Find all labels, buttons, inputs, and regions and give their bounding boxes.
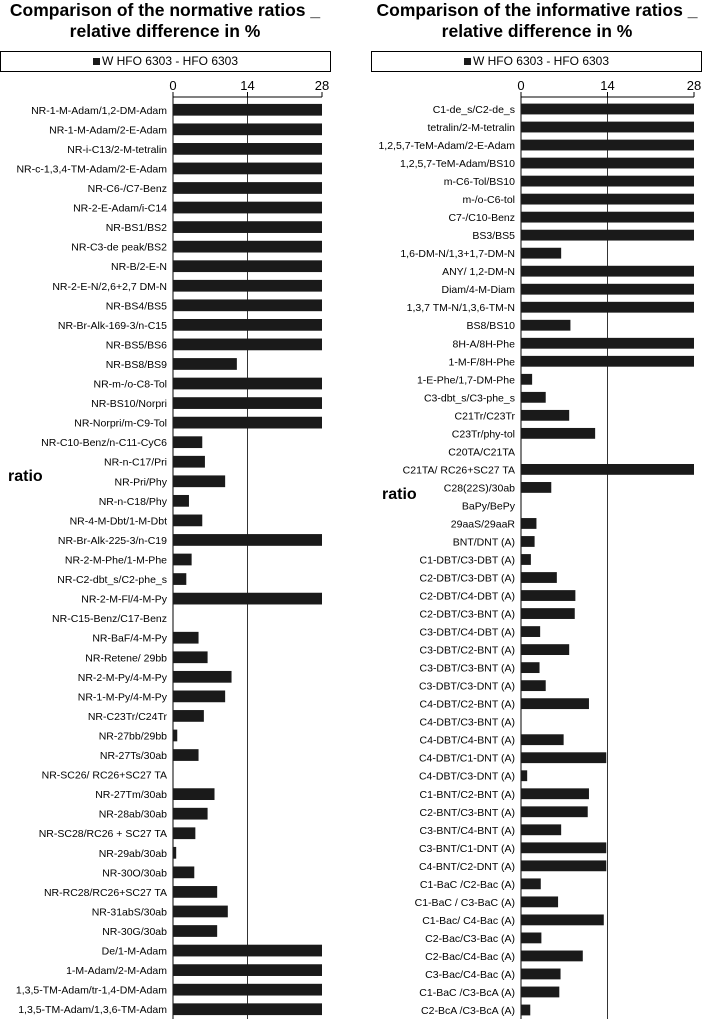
left-category-label: NR-C2-dbt_s/C2-phe_s <box>57 574 167 587</box>
left-bar <box>173 788 215 800</box>
right-category-label: 1,2,5,7-TeM-Adam/BS10 <box>400 158 515 171</box>
left-bar <box>173 534 322 546</box>
left-bar <box>173 163 322 175</box>
right-category-label: C3-Bac/C4-Bac (A) <box>425 968 515 981</box>
left-x-tick-label: 14 <box>240 78 255 93</box>
left-category-label: NR-Br-Alk-225-3/n-C19 <box>57 534 167 547</box>
right-bar <box>521 536 535 547</box>
right-bar <box>521 428 595 439</box>
left-bar <box>173 671 232 683</box>
right-x-tick-label: 14 <box>600 78 615 93</box>
right-category-label: C28(22S)/30ab <box>443 482 515 495</box>
right-bar <box>521 914 604 925</box>
right-bar <box>521 770 527 781</box>
left-category-label: NR-n-C18/Phy <box>98 495 167 508</box>
left-bar <box>173 827 195 839</box>
left-category-label: NR-C6-/C7-Benz <box>87 182 167 195</box>
right-category-label: 29aaS/29aaR <box>450 518 515 531</box>
right-bar <box>521 608 575 619</box>
left-category-label: NR-SC26/ RC26+SC27 TA <box>41 769 167 782</box>
left-category-label: NR-B/2-E-N <box>110 261 167 274</box>
left-bar <box>173 710 204 722</box>
left-bar <box>173 515 202 527</box>
left-category-label: NR-C10-Benz/n-C11-CyC6 <box>41 437 167 450</box>
right-category-label: C4-DBT/C4-BNT (A) <box>419 734 515 747</box>
left-category-label: NR-BS8/BS9 <box>105 358 167 371</box>
right-category-label: C1-DBT/C3-DBT (A) <box>419 554 515 567</box>
right-category-label: C4-BNT/C2-DNT (A) <box>418 860 515 873</box>
right-bar <box>521 969 561 980</box>
right-category-label: 1,2,5,7-TeM-Adam/2-E-Adam <box>378 140 515 153</box>
left-axis-label: ratio <box>8 468 43 485</box>
right-bar <box>521 933 541 944</box>
left-category-label: NR-RC28/RC26+SC27 TA <box>43 886 167 899</box>
right-category-label: C4-DBT/C2-BNT (A) <box>419 698 515 711</box>
left-bar <box>173 847 176 859</box>
right-category-label: ANY/ 1,2-DM-N <box>442 266 515 279</box>
right-bar <box>521 302 694 313</box>
left-category-label: NR-BS4/BS5 <box>105 300 167 313</box>
left-bar <box>173 339 322 351</box>
left-category-label: NR-BS5/BS6 <box>105 339 167 352</box>
right-bar <box>521 878 541 889</box>
left-bar <box>173 456 205 468</box>
right-bar <box>521 176 694 187</box>
right-bar <box>521 518 536 529</box>
left-bar <box>173 260 322 272</box>
left-category-label: NR-m-/o-C8-Tol <box>93 378 167 391</box>
right-category-label: C3-DBT/C3-DNT (A) <box>418 680 515 693</box>
left-category-label: NR-Pri/Phy <box>114 476 167 489</box>
left-bar <box>173 280 322 292</box>
left-category-label: NR-2-M-Py/4-M-Py <box>77 671 167 684</box>
left-category-label: De/1-M-Adam <box>101 945 167 958</box>
left-category-label: NR-i-C13/2-M-tetralin <box>67 143 167 156</box>
right-bar <box>521 824 561 835</box>
right-bar <box>521 662 540 673</box>
right-bar <box>521 806 588 817</box>
right-category-label: C21Tr/C23Tr <box>454 410 515 423</box>
right-category-label: 1,3,7 TM-N/1,3,6-TM-N <box>406 302 515 315</box>
left-category-label: NR-1-M-Adam/1,2-DM-Adam <box>31 104 167 117</box>
left-category-label: NR-27Ts/30ab <box>99 750 167 763</box>
right-category-label: C21TA/ RC26+SC27 TA <box>402 464 515 477</box>
right-category-label: Diam/4-M-Diam <box>441 284 515 297</box>
left-category-label: NR-BaF/4-M-Py <box>92 632 167 645</box>
left-bar <box>173 964 322 976</box>
legend-label: W HFO 6303 - HFO 6303 <box>472 54 610 68</box>
right-category-label: C3-dbt_s/C3-phe_s <box>423 392 515 405</box>
right-bar <box>521 734 564 745</box>
left-bar <box>173 358 237 370</box>
left-bar <box>173 475 225 487</box>
left-bar <box>173 984 322 996</box>
right-bar <box>521 554 531 565</box>
right-category-label: 1-E-Phe/1,7-DM-Phe <box>416 374 515 387</box>
left-category-label: NR-2-E-N/2,6+2,7 DM-N <box>52 280 167 293</box>
left-category-label: NR-30G/30ab <box>102 926 167 939</box>
left-bar <box>173 123 322 135</box>
left-chart-title: Comparison of the normative ratios _ relative difference in % <box>9 0 321 41</box>
right-bar <box>521 284 694 295</box>
right-bar <box>521 104 694 115</box>
right-category-label: C3-DBT/C4-DBT (A) <box>419 626 515 639</box>
left-bar <box>173 143 322 155</box>
right-category-label: BS8/BS10 <box>466 320 515 333</box>
left-category-label: 1,3,5-TM-Adam/1,3,6-TM-Adam <box>18 1004 167 1017</box>
right-category-label: C2-BcA /C3-BcA (A) <box>421 1004 515 1017</box>
right-category-label: 1,6-DM-N/1,3+1,7-DM-N <box>400 248 515 261</box>
left-category-label: NR-BS10/Norpri <box>91 398 167 411</box>
left-bar <box>173 104 322 116</box>
right-bar <box>521 212 694 223</box>
right-bar <box>521 248 561 259</box>
right-bar <box>521 374 532 385</box>
left-bar <box>173 651 208 663</box>
right-axis-label: ratio <box>382 486 417 503</box>
left-bar <box>173 495 189 507</box>
right-category-label: C1-BaC / C3-BaC (A) <box>414 896 515 909</box>
right-bar <box>521 464 694 475</box>
right-category-label: C4-DBT/C3-BNT (A) <box>419 716 515 729</box>
left-bar <box>173 397 322 409</box>
right-bar <box>521 896 558 907</box>
left-category-label: NR-27bb/29bb <box>98 730 167 743</box>
left-bar <box>173 319 322 331</box>
right-category-label: C3-BNT/C4-BNT (A) <box>419 824 515 837</box>
right-bar <box>521 122 694 133</box>
left-bar <box>173 906 228 918</box>
right-chart-title: Comparison of the informative ratios _ relative difference in % <box>376 0 698 41</box>
right-bar <box>521 626 540 637</box>
right-category-label: C1-BNT/C2-BNT (A) <box>419 788 515 801</box>
right-category-label: 1-M-F/8H-Phe <box>448 356 515 369</box>
right-category-label: m-C6-Tol/BS10 <box>443 176 515 189</box>
left-category-label: 1,3,5-TM-Adam/tr-1,4-DM-Adam <box>15 984 167 997</box>
left-bar <box>173 299 322 311</box>
left-category-label: NR-31abS/30ab <box>91 906 167 919</box>
left-category-label: NR-28ab/30ab <box>98 808 167 821</box>
left-category-label: NR-4-M-Dbt/1-M-Dbt <box>69 515 167 528</box>
right-bar <box>521 572 557 583</box>
right-bar <box>521 752 606 763</box>
right-category-label: C2-DBT/C3-BNT (A) <box>419 608 515 621</box>
left-bar <box>173 221 322 233</box>
right-category-label: C7-/C10-Benz <box>448 212 515 225</box>
right-category-label: m-/o-C6-tol <box>462 194 515 207</box>
right-bar <box>521 320 570 331</box>
right-bar <box>521 356 694 367</box>
right-bar <box>521 392 546 403</box>
left-category-label: NR-27Tm/30ab <box>95 789 167 802</box>
left-category-label: NR-Retene/ 29bb <box>85 652 167 665</box>
left-bar <box>173 945 322 957</box>
left-category-label: NR-Norpri/m-C9-Tol <box>74 417 167 430</box>
left-bar <box>173 182 322 194</box>
right-category-label: C3-DBT/C2-BNT (A) <box>419 644 515 657</box>
left-x-tick-label: 0 <box>169 78 177 93</box>
left-category-label: NR-2-M-Fl/4-M-Py <box>81 593 167 606</box>
left-bar <box>173 886 217 898</box>
right-category-label: C1-BaC /C3-BcA (A) <box>419 986 515 999</box>
right-bar <box>521 951 583 962</box>
left-bar <box>173 241 322 253</box>
right-bar <box>521 590 575 601</box>
right-category-label: C1-de_s/C2-de_s <box>432 104 515 117</box>
left-category-label: NR-SC28/RC26 + SC27 TA <box>38 828 167 841</box>
right-bar <box>521 338 694 349</box>
right-category-label: C2-BNT/C3-BNT (A) <box>419 806 515 819</box>
right-bar <box>521 194 694 205</box>
right-category-label: C2-DBT/C3-DBT (A) <box>419 572 515 585</box>
left-category-label: NR-1-M-Adam/2-E-Adam <box>49 124 167 137</box>
right-category-label: tetralin/2-M-tetralin <box>427 122 515 135</box>
right-bar <box>521 140 694 151</box>
left-bar <box>173 866 194 878</box>
right-bar <box>521 266 694 277</box>
left-bar <box>173 593 322 605</box>
left-bar <box>173 808 208 820</box>
left-category-label: NR-c-1,3,4-TM-Adam/2-E-Adam <box>16 163 167 176</box>
left-bar <box>173 749 199 761</box>
right-x-tick-label: 0 <box>517 78 525 93</box>
right-category-label: C1-Bac/ C4-Bac (A) <box>422 914 515 927</box>
right-bar <box>521 987 559 998</box>
right-category-label: C3-DBT/C3-BNT (A) <box>419 662 515 675</box>
right-category-label: C4-DBT/C3-DNT (A) <box>418 770 515 783</box>
left-category-label: NR-n-C17/Pri <box>103 456 167 469</box>
right-category-label: BS3/BS5 <box>472 230 515 243</box>
left-bar <box>173 417 322 429</box>
right-category-label: C2-Bac/C4-Bac (A) <box>425 950 515 963</box>
left-category-label: NR-29ab/30ab <box>98 847 167 860</box>
left-category-label: NR-C23Tr/C24Tr <box>87 710 167 723</box>
right-bar <box>521 230 694 241</box>
right-category-label: C1-BaC /C2-Bac (A) <box>419 878 515 891</box>
right-bar <box>521 698 589 709</box>
right-category-label: BaPy/BePy <box>461 500 515 513</box>
left-category-label: NR-BS1/BS2 <box>105 222 167 235</box>
left-x-tick-label: 28 <box>314 78 330 93</box>
right-category-label: C23Tr/phy-tol <box>451 428 515 441</box>
right-bar <box>521 482 551 493</box>
left-bar <box>173 573 186 585</box>
left-bar <box>173 925 217 937</box>
right-category-label: C3-BNT/C1-DNT (A) <box>418 842 515 855</box>
left-category-label: NR-C15-Benz/C17-Benz <box>52 613 167 626</box>
right-category-label: BNT/DNT (A) <box>452 536 515 549</box>
right-x-tick-label: 28 <box>686 78 702 93</box>
left-category-label: 1-M-Adam/2-M-Adam <box>66 965 167 978</box>
left-bar <box>173 691 225 703</box>
right-category-label: C20TA/C21TA <box>448 446 515 459</box>
left-bar <box>173 436 202 448</box>
right-bar <box>521 788 589 799</box>
right-bar <box>521 842 606 853</box>
right-category-label: 8H-A/8H-Phe <box>452 338 515 351</box>
left-category-label: NR-2-M-Phe/1-M-Phe <box>64 554 167 567</box>
right-category-label: C4-DBT/C1-DNT (A) <box>418 752 515 765</box>
right-bar <box>521 158 694 169</box>
left-bar <box>173 632 199 644</box>
left-category-label: NR-30O/30ab <box>102 867 167 880</box>
right-bar <box>521 410 569 421</box>
right-bar <box>521 1005 530 1016</box>
left-category-label: NR-1-M-Py/4-M-Py <box>77 691 167 704</box>
left-bar <box>173 1003 322 1015</box>
left-category-label: NR-2-E-Adam/i-C14 <box>73 202 167 215</box>
right-bar <box>521 860 606 871</box>
left-bar <box>173 378 322 390</box>
left-bar <box>173 202 322 214</box>
left-category-label: NR-C3-de peak/BS2 <box>71 241 167 254</box>
left-bar <box>173 554 192 566</box>
right-bar <box>521 680 546 691</box>
left-bar <box>173 730 177 742</box>
legend-label: W HFO 6303 - HFO 6303 <box>101 54 239 68</box>
right-category-label: C2-Bac/C3-Bac (A) <box>425 932 515 945</box>
left-category-label: NR-Br-Alk-169-3/n-C15 <box>57 319 167 332</box>
right-category-label: C2-DBT/C4-DBT (A) <box>419 590 515 603</box>
right-bar <box>521 644 569 655</box>
